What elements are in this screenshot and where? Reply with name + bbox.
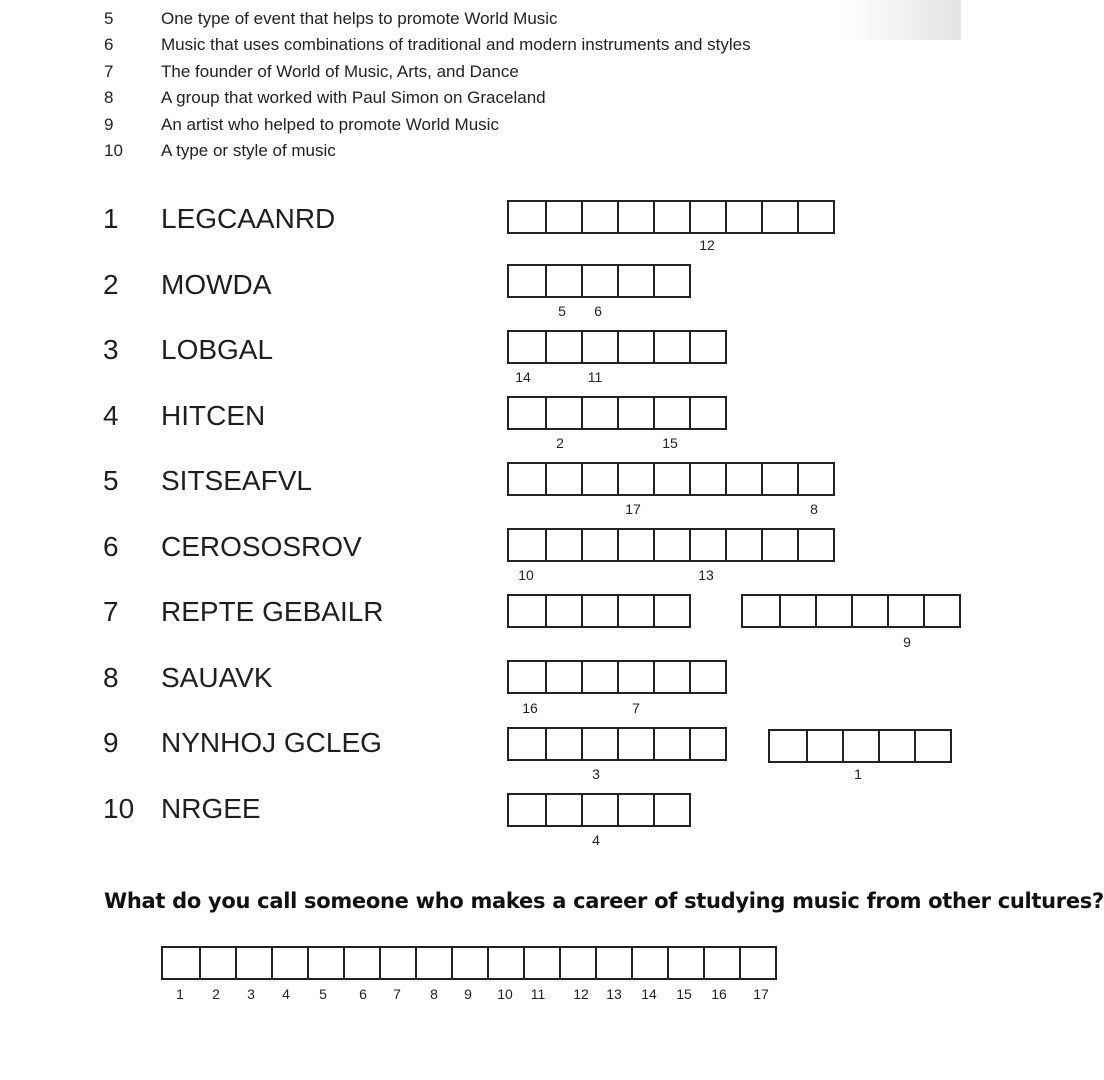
answer-grid-10[interactable] xyxy=(507,793,691,827)
word-number: 9 xyxy=(103,727,119,758)
letter-box[interactable] xyxy=(379,948,415,978)
final-number: 6 xyxy=(359,986,367,1002)
marker-number: 12 xyxy=(699,237,715,253)
word-number: 5 xyxy=(103,465,119,496)
letter-box[interactable] xyxy=(545,266,581,296)
letter-box[interactable] xyxy=(199,948,235,978)
final-number: 9 xyxy=(464,986,472,1002)
letter-box[interactable] xyxy=(689,332,725,362)
letter-box[interactable] xyxy=(581,596,617,626)
final-number: 8 xyxy=(430,986,438,1002)
letter-box[interactable] xyxy=(878,731,914,761)
letter-box[interactable] xyxy=(617,662,653,692)
marker-number: 10 xyxy=(518,567,534,583)
answer-grid-8[interactable] xyxy=(507,660,727,694)
final-number: 10 xyxy=(497,986,513,1002)
clue-number: 10 xyxy=(104,141,123,160)
final-number: 3 xyxy=(247,986,255,1002)
answer-grid-4[interactable] xyxy=(507,396,727,430)
letter-box[interactable] xyxy=(545,530,581,560)
clue-text: One type of event that helps to promote World Music xyxy=(161,9,558,28)
letter-box[interactable] xyxy=(545,729,581,759)
final-number: 15 xyxy=(676,986,692,1002)
letter-box[interactable] xyxy=(451,948,487,978)
letter-box[interactable] xyxy=(581,202,617,232)
letter-box[interactable] xyxy=(509,332,545,362)
letter-box[interactable] xyxy=(415,948,451,978)
letter-box[interactable] xyxy=(545,795,581,825)
letter-box[interactable] xyxy=(842,731,878,761)
letter-box[interactable] xyxy=(689,530,725,560)
answer-grid-3[interactable] xyxy=(507,330,727,364)
letter-box[interactable] xyxy=(689,729,725,759)
letter-box[interactable] xyxy=(725,202,761,232)
final-number: 1 xyxy=(176,986,184,1002)
letter-box[interactable] xyxy=(797,464,833,494)
letter-box[interactable] xyxy=(797,202,833,232)
letter-box[interactable] xyxy=(761,464,797,494)
letter-box[interactable] xyxy=(689,202,725,232)
letter-box[interactable] xyxy=(653,266,689,296)
marker-number: 8 xyxy=(810,501,818,517)
letter-box[interactable] xyxy=(487,948,523,978)
letter-box[interactable] xyxy=(559,948,595,978)
scrambled-word: SITSEAFVL xyxy=(161,465,312,496)
word-number: 6 xyxy=(103,531,119,562)
letter-box[interactable] xyxy=(617,332,653,362)
letter-box[interactable] xyxy=(806,731,842,761)
letter-box[interactable] xyxy=(653,202,689,232)
letter-box[interactable] xyxy=(923,596,959,626)
marker-number: 6 xyxy=(594,303,602,319)
letter-box[interactable] xyxy=(653,662,689,692)
answer-grid-1[interactable] xyxy=(507,200,835,234)
clue-text: An artist who helped to promote World Music xyxy=(161,115,499,134)
page-shadow xyxy=(841,0,961,40)
letter-box[interactable] xyxy=(581,266,617,296)
letter-box[interactable] xyxy=(581,662,617,692)
final-number: 2 xyxy=(212,986,220,1002)
letter-box[interactable] xyxy=(545,332,581,362)
letter-box[interactable] xyxy=(653,795,689,825)
letter-box[interactable] xyxy=(509,729,545,759)
clue-text: Music that uses combinations of traditional and modern instruments and styles xyxy=(161,35,751,54)
letter-box[interactable] xyxy=(545,662,581,692)
final-number: 12 xyxy=(573,986,589,1002)
letter-box[interactable] xyxy=(689,662,725,692)
word-number: 4 xyxy=(103,400,119,431)
letter-box[interactable] xyxy=(779,596,815,626)
answer-grid-7a[interactable] xyxy=(507,594,691,628)
marker-number: 11 xyxy=(587,369,603,385)
scrambled-word: REPTE GEBAILR xyxy=(161,596,384,627)
clue-number: 6 xyxy=(104,35,114,54)
clue-text: A type or style of music xyxy=(161,141,336,160)
letter-box[interactable] xyxy=(545,464,581,494)
letter-box[interactable] xyxy=(739,948,775,978)
letter-box[interactable] xyxy=(581,398,617,428)
letter-box[interactable] xyxy=(689,398,725,428)
letter-box[interactable] xyxy=(617,530,653,560)
letter-box[interactable] xyxy=(725,530,761,560)
letter-box[interactable] xyxy=(959,596,995,626)
marker-number: 2 xyxy=(556,435,564,451)
marker-number: 17 xyxy=(625,501,641,517)
letter-box[interactable] xyxy=(617,729,653,759)
answer-grid-5[interactable] xyxy=(507,462,835,496)
letter-box[interactable] xyxy=(770,731,806,761)
word-number: 2 xyxy=(103,269,119,300)
final-number: 7 xyxy=(393,986,401,1002)
marker-number: 16 xyxy=(522,700,538,716)
letter-box[interactable] xyxy=(509,662,545,692)
letter-box[interactable] xyxy=(914,731,950,761)
letter-box[interactable] xyxy=(653,530,689,560)
letter-box[interactable] xyxy=(725,464,761,494)
letter-box[interactable] xyxy=(689,464,725,494)
letter-box[interactable] xyxy=(617,398,653,428)
letter-box[interactable] xyxy=(667,948,703,978)
letter-box[interactable] xyxy=(617,266,653,296)
letter-box[interactable] xyxy=(307,948,343,978)
scrambled-word: HITCEN xyxy=(161,400,266,431)
clue-number: 5 xyxy=(104,9,114,28)
letter-box[interactable] xyxy=(343,948,379,978)
letter-box[interactable] xyxy=(509,530,545,560)
word-number: 3 xyxy=(103,334,119,365)
letter-box[interactable] xyxy=(163,948,199,978)
letter-box[interactable] xyxy=(581,464,617,494)
final-number: 16 xyxy=(711,986,727,1002)
letter-box[interactable] xyxy=(653,398,689,428)
answer-grid-7b[interactable] xyxy=(741,594,961,628)
letter-box[interactable] xyxy=(761,202,797,232)
marker-number: 3 xyxy=(592,766,600,782)
letter-box[interactable] xyxy=(581,332,617,362)
marker-number: 14 xyxy=(515,369,531,385)
letter-box[interactable] xyxy=(545,202,581,232)
word-number: 8 xyxy=(103,662,119,693)
answer-grid-9b[interactable] xyxy=(768,729,952,763)
marker-number: 7 xyxy=(632,700,640,716)
letter-box[interactable] xyxy=(653,332,689,362)
marker-number: 5 xyxy=(558,303,566,319)
letter-box[interactable] xyxy=(509,596,545,626)
final-number: 17 xyxy=(753,986,769,1002)
answer-grid-6[interactable] xyxy=(507,528,835,562)
marker-number: 9 xyxy=(903,634,911,650)
letter-box[interactable] xyxy=(617,596,653,626)
scrambled-word: NYNHOJ GCLEG xyxy=(161,727,382,758)
marker-number: 4 xyxy=(592,832,600,848)
marker-number: 13 xyxy=(698,567,714,583)
letter-box[interactable] xyxy=(653,596,689,626)
letter-box[interactable] xyxy=(617,464,653,494)
word-number: 10 xyxy=(103,793,135,824)
final-number: 13 xyxy=(606,986,622,1002)
answer-grid-2[interactable] xyxy=(507,264,691,298)
letter-box[interactable] xyxy=(509,266,545,296)
letter-box[interactable] xyxy=(581,530,617,560)
scrambled-word: LEGCAANRD xyxy=(161,203,336,234)
clue-text: A group that worked with Paul Simon on Graceland xyxy=(161,88,546,107)
word-number: 7 xyxy=(103,596,119,627)
word-number: 1 xyxy=(103,203,119,234)
letter-box[interactable] xyxy=(595,948,631,978)
answer-grid-9a[interactable] xyxy=(507,727,727,761)
letter-box[interactable] xyxy=(743,596,779,626)
letter-box[interactable] xyxy=(545,596,581,626)
scrambled-word: MOWDA xyxy=(161,269,272,300)
final-number: 5 xyxy=(319,986,327,1002)
letter-box[interactable] xyxy=(851,596,887,626)
scrambled-word: LOBGAL xyxy=(161,334,274,365)
letter-box[interactable] xyxy=(815,596,851,626)
clue-number: 9 xyxy=(104,115,114,134)
letter-box[interactable] xyxy=(523,948,559,978)
scrambled-word: NRGEE xyxy=(161,793,261,824)
final-answer-grid[interactable] xyxy=(161,946,777,980)
final-number: 14 xyxy=(641,986,657,1002)
scrambled-word: CEROSOSROV xyxy=(161,531,362,562)
letter-box[interactable] xyxy=(509,795,545,825)
letter-box[interactable] xyxy=(653,464,689,494)
letter-box[interactable] xyxy=(509,202,545,232)
marker-number: 15 xyxy=(662,435,678,451)
letter-box[interactable] xyxy=(761,530,797,560)
clue-number: 7 xyxy=(104,62,114,81)
final-question: What do you call someone who makes a career of studying music from other cultures? xyxy=(104,889,1104,913)
letter-box[interactable] xyxy=(631,948,667,978)
letter-box[interactable] xyxy=(509,464,545,494)
scrambled-word: SAUAVK xyxy=(161,662,273,693)
letter-box[interactable] xyxy=(271,948,307,978)
letter-box[interactable] xyxy=(509,398,545,428)
final-number: 11 xyxy=(530,986,546,1002)
clue-text: The founder of World of Music, Arts, and Dance xyxy=(161,62,519,81)
letter-box[interactable] xyxy=(703,948,739,978)
letter-box[interactable] xyxy=(617,202,653,232)
letter-box[interactable] xyxy=(581,729,617,759)
marker-number: 1 xyxy=(854,766,862,782)
clue-number: 8 xyxy=(104,88,114,107)
letter-box[interactable] xyxy=(581,795,617,825)
letter-box[interactable] xyxy=(235,948,271,978)
letter-box[interactable] xyxy=(653,729,689,759)
letter-box[interactable] xyxy=(617,795,653,825)
letter-box[interactable] xyxy=(887,596,923,626)
letter-box[interactable] xyxy=(545,398,581,428)
letter-box[interactable] xyxy=(797,530,833,560)
final-number: 4 xyxy=(282,986,290,1002)
